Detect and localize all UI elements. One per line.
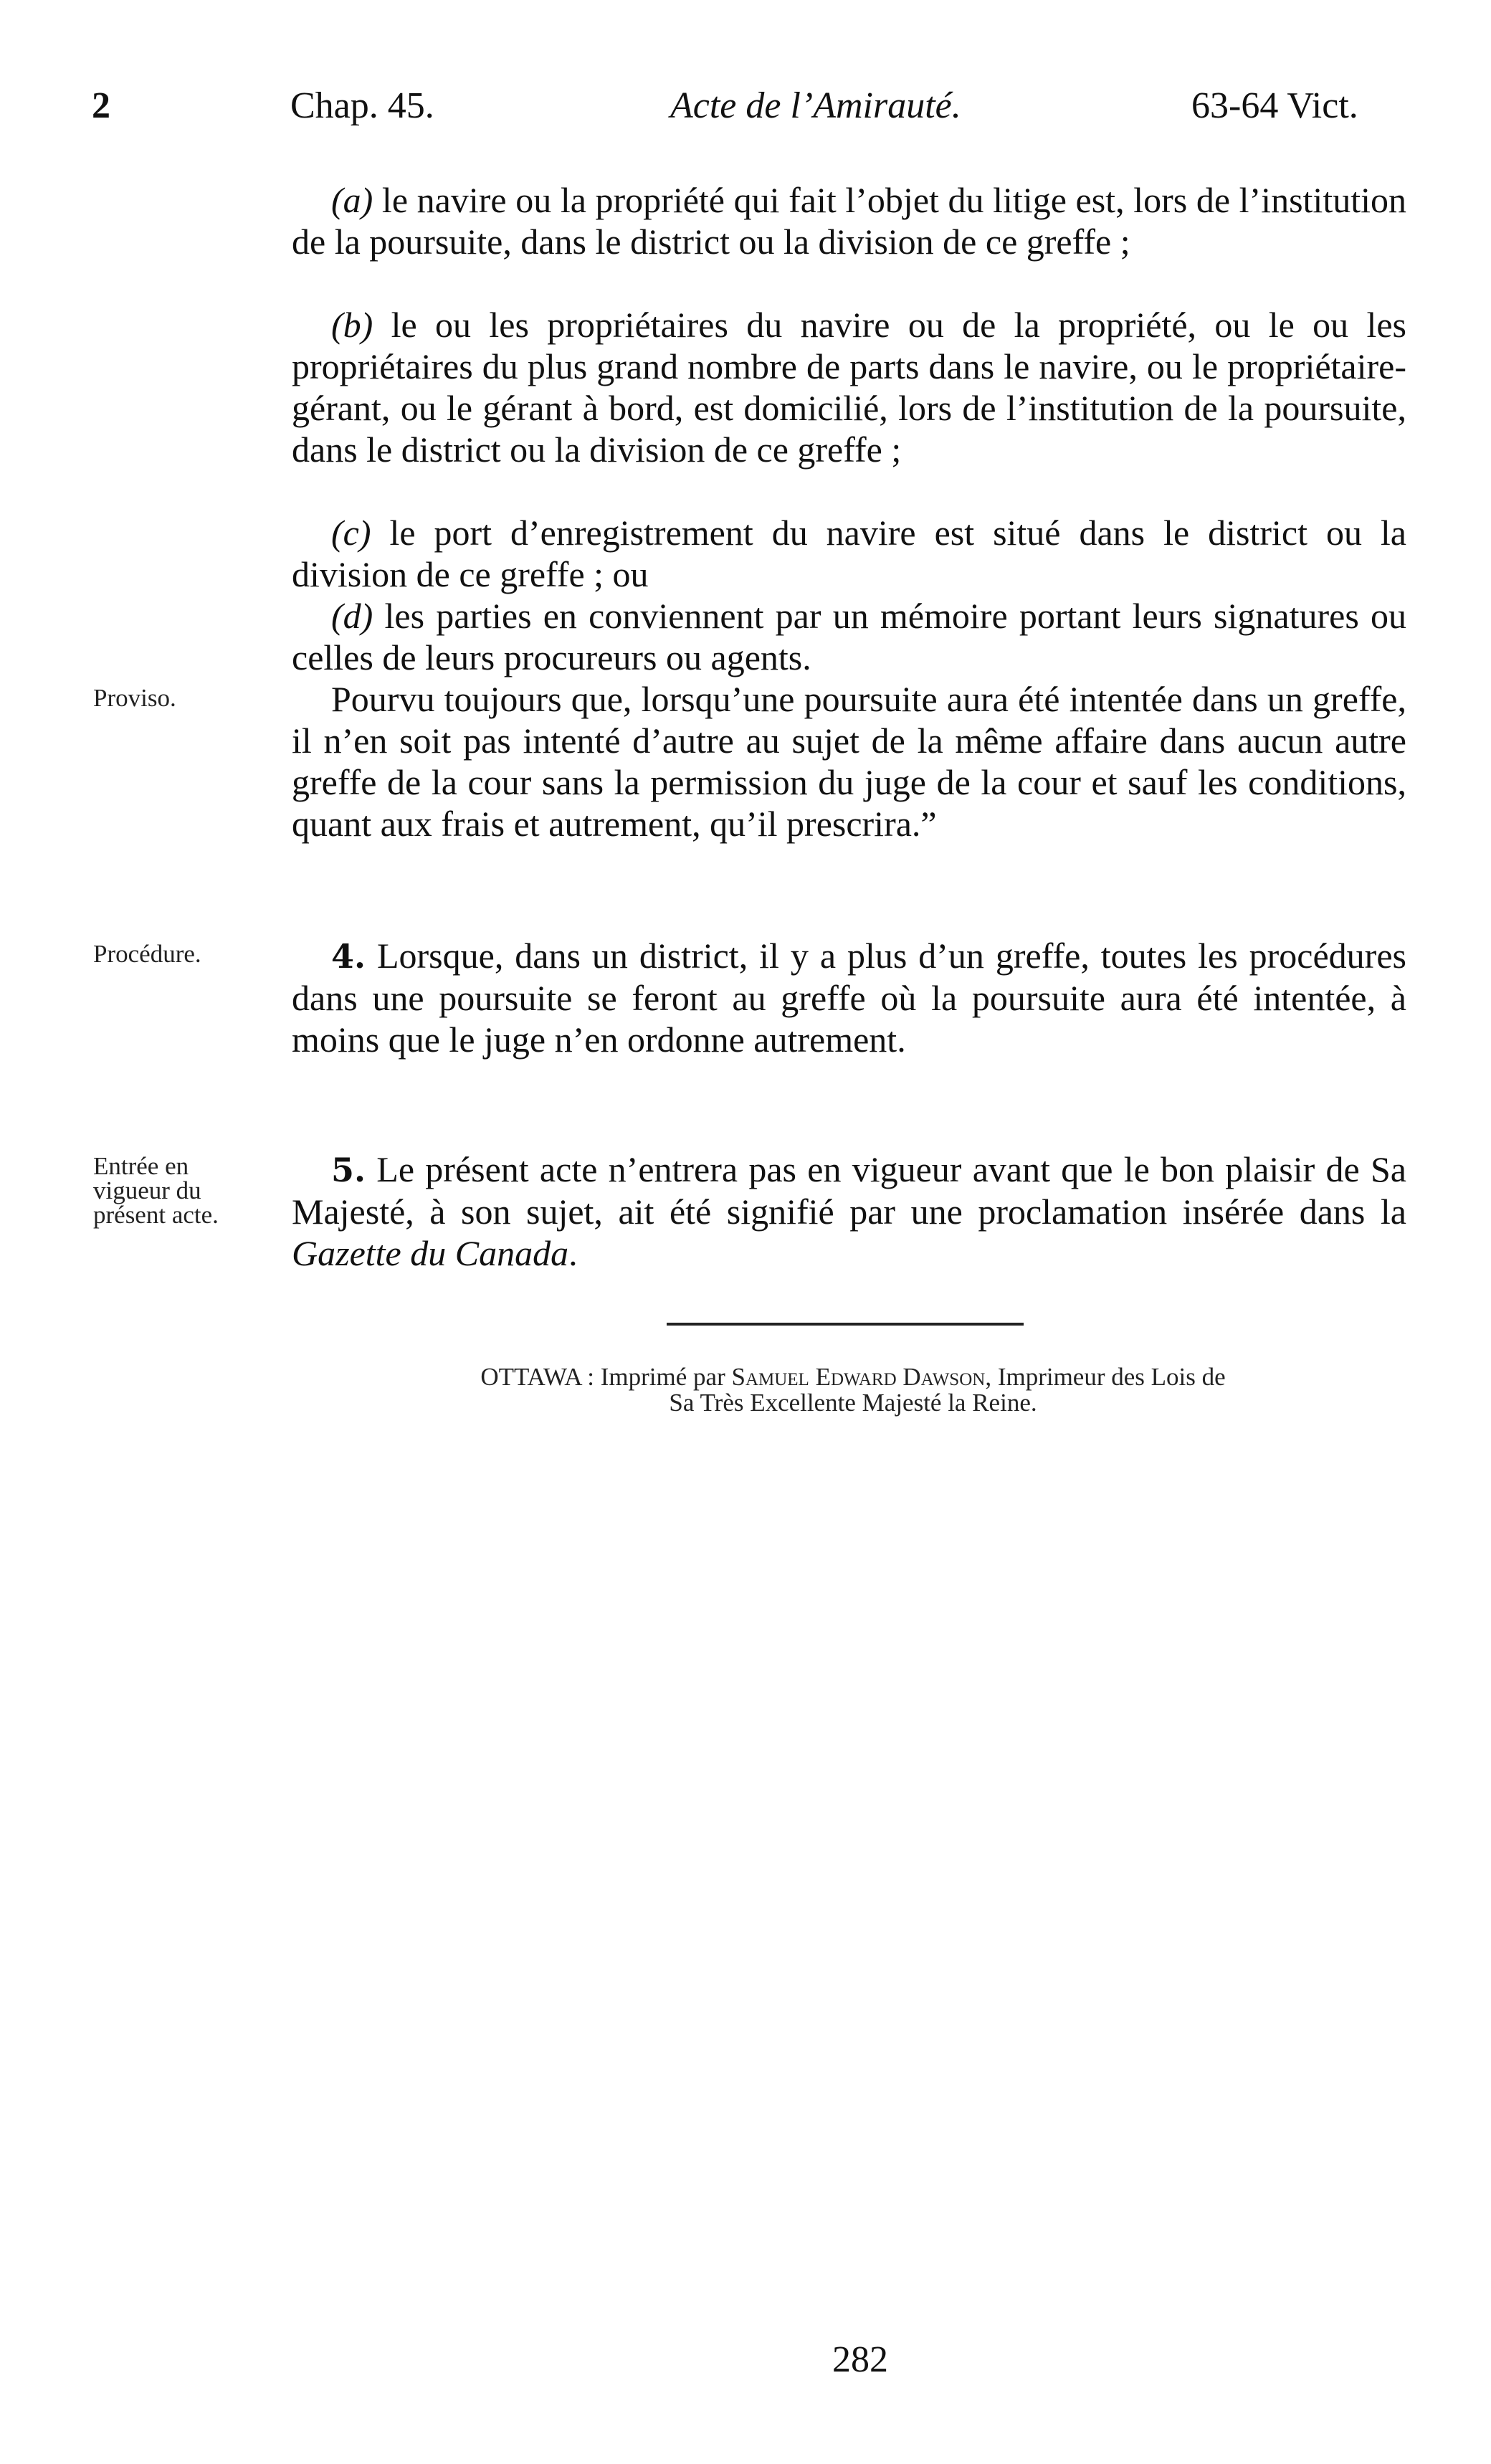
paragraph-b-text: le ou les propriétaires du navire ou de la propriété, ou le ou les propriétaires du plus grand nombre de parts dans le navire, ou le propriétaire-gérant, ou le gérant à bord, est domicilié, lors de l’institution de la poursuite, dans le district ou la division de ce greffe ; — [292, 305, 1406, 470]
running-header — [0, 85, 1491, 142]
header-act-title: Acte de l’Amirauté. — [670, 85, 961, 126]
section-5 — [292, 1148, 1406, 1274]
margin-note-entree-line3: présent acte. — [93, 1201, 219, 1229]
imprint — [337, 1364, 1369, 1416]
header-page-number: 2 — [92, 85, 110, 126]
proviso-text: Pourvu toujours que, lorsqu’une poursuite aura été intentée dans un greffe, il n’en soit pas intenté d’autre au sujet de la même affaire dans aucun autre greffe de la cour sans la permission du juge de la cour et sauf les conditions, quant aux frais et autrement, qu’il prescrira.” — [292, 679, 1406, 844]
imprint-line2: Sa Très Excellente Majesté la Reine. — [669, 1389, 1037, 1417]
margin-note-procedure: Procédure. — [93, 940, 201, 968]
section-4-number: 4. — [331, 937, 366, 976]
imprint-city: OTTAWA : — [480, 1363, 601, 1391]
gazette-title: Gazette du Canada — [292, 1233, 569, 1273]
footer-page-number: 282 — [832, 2339, 888, 2380]
imprint-printed-by: Imprimé par — [600, 1363, 732, 1391]
margin-note-proviso: Proviso. — [93, 684, 176, 712]
section-5-number: 5. — [331, 1151, 366, 1189]
paragraph-a — [292, 179, 1406, 262]
section-4 — [292, 935, 1406, 1060]
paragraph-b-label: (b) — [331, 305, 373, 345]
separator-rule — [667, 1323, 1024, 1326]
paragraph-d-label: (d) — [331, 596, 373, 636]
paragraph-d — [292, 595, 1406, 678]
margin-note-entree-line2: vigueur du — [93, 1176, 201, 1204]
paragraph-c — [292, 512, 1406, 595]
paragraph-c-label: (c) — [331, 513, 371, 553]
margin-note-entree-line1: Entrée en — [93, 1152, 189, 1180]
proviso-paragraph — [292, 678, 1406, 845]
imprint-line1 — [337, 1364, 1369, 1390]
paragraph-d-text: les parties en conviennent par un mémoire portant leurs signatures ou celles de leurs procureurs ou agents. — [292, 596, 1406, 677]
section-5-text: Le présent acte n’entrera pas en vigueur avant que le bon plaisir de Sa Majesté, à son sujet, ait été signifié par une proclamation insérée dans la — [292, 1149, 1406, 1232]
section-5-end: . — [568, 1233, 578, 1273]
margin-note-entree — [93, 1154, 272, 1227]
imprint-line1-end: , Imprimeur des Lois de — [985, 1363, 1226, 1391]
imprint-printer: Samuel Edward Dawson — [731, 1363, 986, 1391]
header-regnal-year: 63-64 Vict. — [1191, 85, 1358, 126]
paragraph-c-text: le port d’enregistrement du navire est situé dans le district ou la division de ce greffe ; ou — [292, 513, 1406, 594]
paragraph-b — [292, 304, 1406, 470]
section-4-text: Lorsque, dans un district, il y a plus d’un greffe, toutes les procédures dans une poursuite se feront au greffe où la poursuite aura été intentée, à moins que le juge n’en ordonne autrement. — [292, 936, 1406, 1060]
paragraph-a-label: (a) — [331, 180, 373, 220]
paragraph-a-text: le navire ou la propriété qui fait l’objet du litige est, lors de l’institution de la poursuite, dans le district ou la division de ce greffe ; — [292, 180, 1406, 262]
header-chapter: Chap. 45. — [290, 85, 434, 126]
